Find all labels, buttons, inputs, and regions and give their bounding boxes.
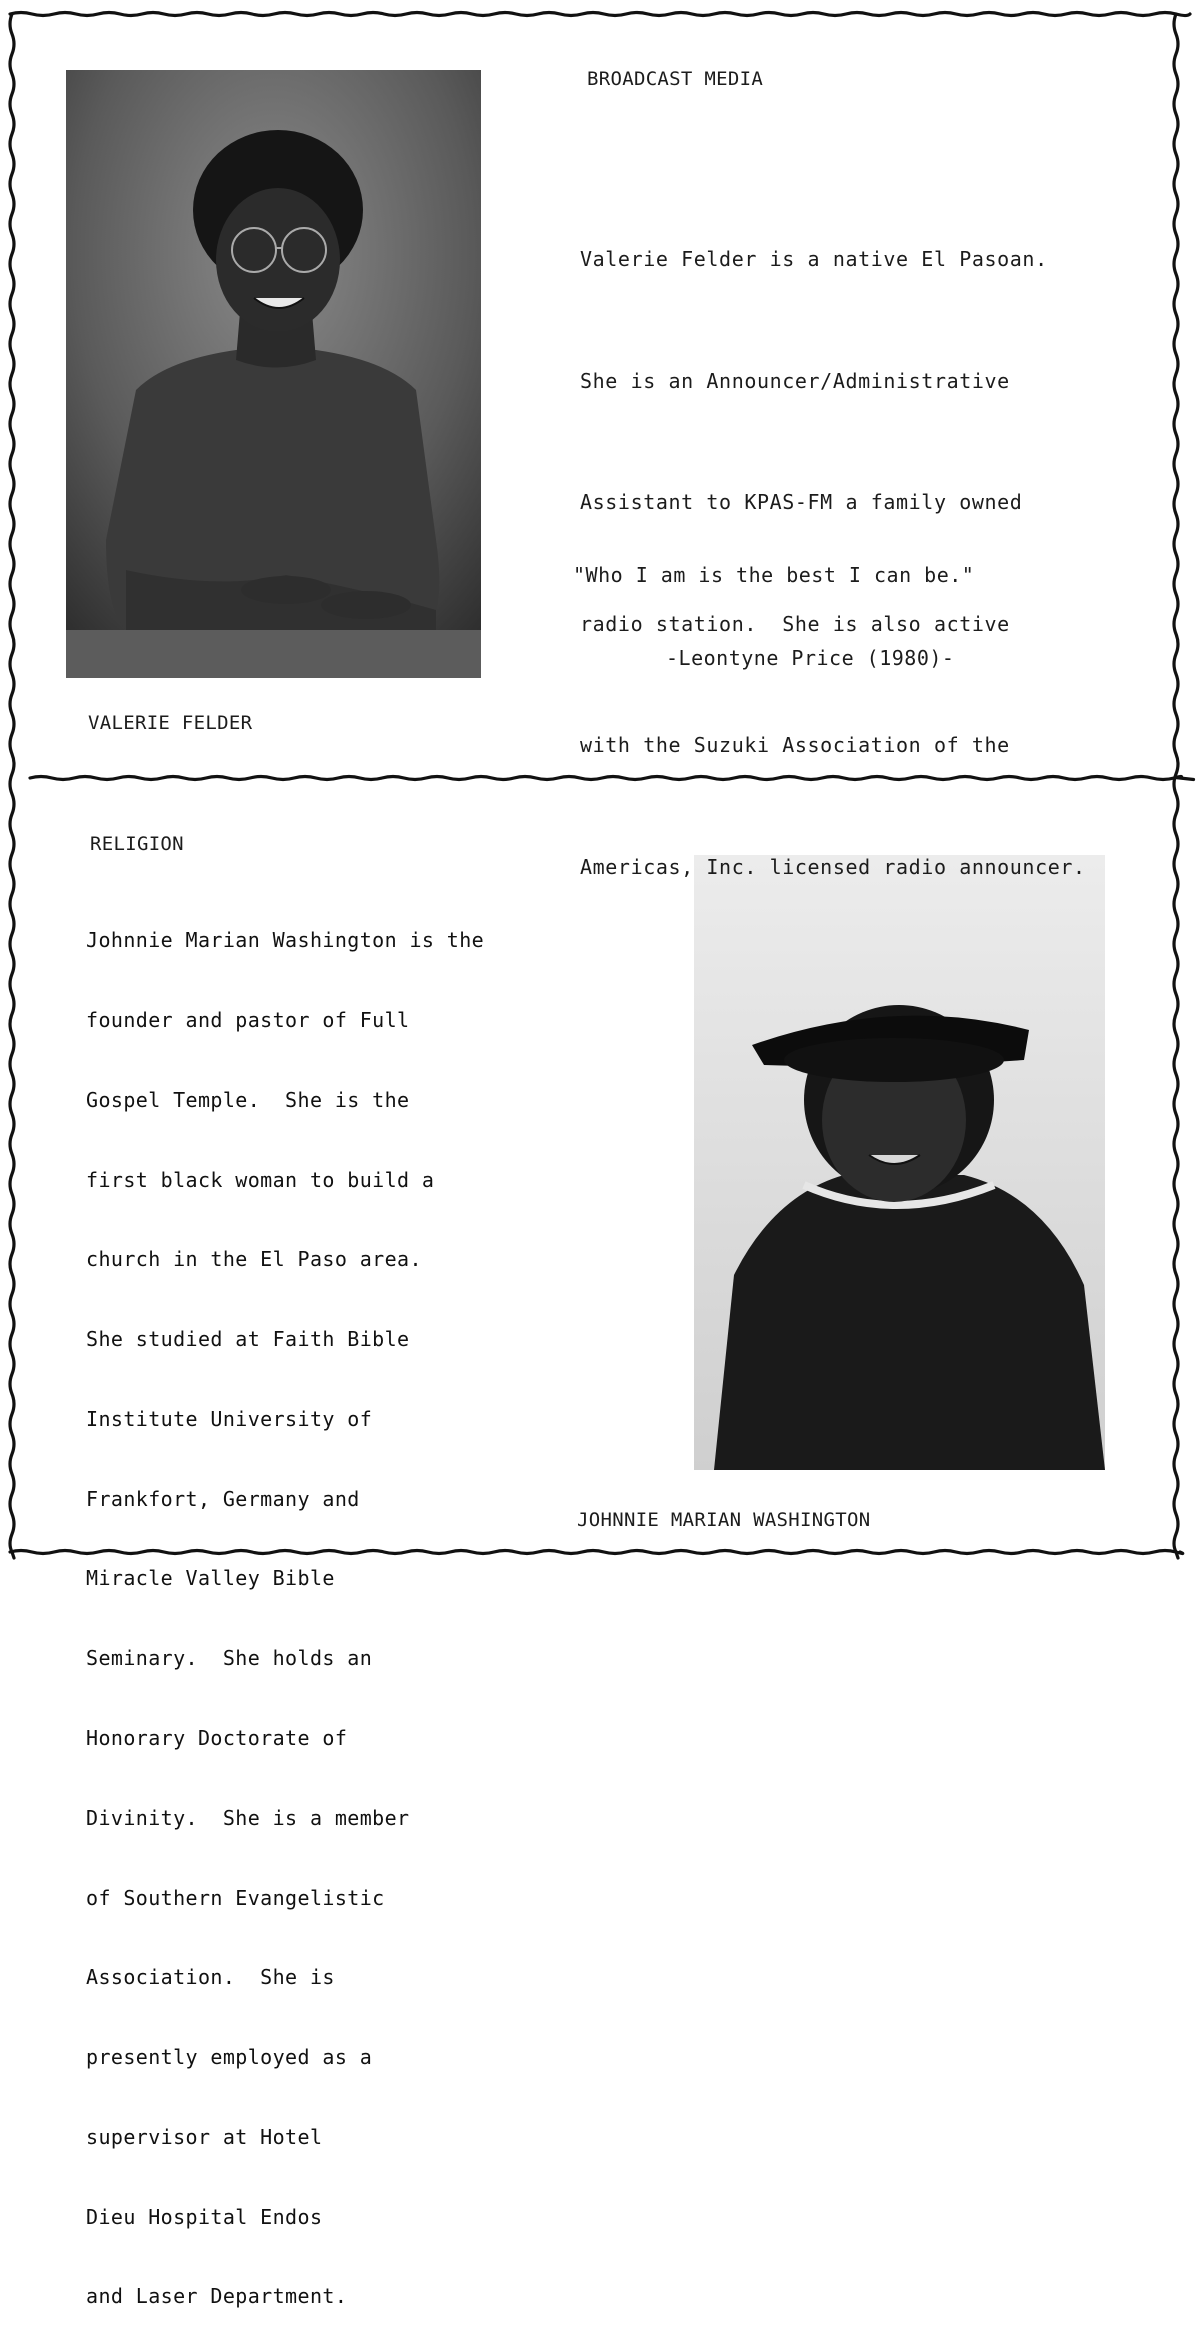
bio-line: Gospel Temple. She is the bbox=[86, 1087, 410, 1112]
quote-attribution: -Leontyne Price (1980)- bbox=[666, 646, 955, 670]
section-heading-religion: RELIGION bbox=[90, 833, 184, 855]
wavy-border-line bbox=[1174, 14, 1178, 1558]
bio-line: church in the El Paso area. bbox=[86, 1247, 422, 1272]
bio-line: Assistant to KPAS-FM a family owned bbox=[580, 490, 1023, 514]
bio-line: Valerie Felder is a native El Pasoan. bbox=[580, 247, 1048, 271]
wavy-border-line bbox=[10, 13, 1190, 16]
bio-line: She is an Announcer/Administrative bbox=[580, 368, 1010, 393]
photo-caption-johnnie-marian-washington: JOHNNIE MARIAN WASHINGTON bbox=[577, 1509, 871, 1531]
bio-line: supervisor at Hotel bbox=[86, 2124, 323, 2149]
photo-caption-valerie-felder: VALERIE FELDER bbox=[88, 712, 253, 734]
bio-line: founder and pastor of Full bbox=[86, 1007, 410, 1032]
bio-line: Dieu Hospital Endos bbox=[86, 2204, 323, 2229]
bio-line: Americas, Inc. licensed radio announcer. bbox=[580, 854, 1086, 879]
bio-line: She studied at Faith Bible bbox=[86, 1327, 410, 1352]
bio-line: with the Suzuki Association of the bbox=[580, 733, 1010, 757]
bio-text-johnnie-marian-washington bbox=[86, 874, 484, 2337]
quote-text: "Who I am is the best I can be." bbox=[573, 563, 975, 587]
bio-line: Frankfort, Germany and bbox=[86, 1486, 360, 1511]
portrait-photo-valerie-felder bbox=[66, 70, 481, 678]
bio-text-valerie-felder bbox=[580, 158, 1086, 928]
bio-line: Miracle Valley Bible bbox=[86, 1566, 335, 1591]
bio-line: radio station. She is also active bbox=[580, 611, 1010, 636]
bio-line: and Laser Department. bbox=[86, 2284, 348, 2309]
bio-line: Association. She is bbox=[86, 1965, 335, 1990]
bio-line: of Southern Evangelistic bbox=[86, 1885, 385, 1910]
bio-line: Institute University of bbox=[86, 1406, 373, 1431]
bio-line: Seminary. She holds an bbox=[86, 1646, 373, 1671]
bio-line: presently employed as a bbox=[86, 2045, 373, 2070]
bio-line: first black woman to build a bbox=[86, 1167, 435, 1192]
wavy-border-line bbox=[10, 14, 14, 1558]
portrait-photo-johnnie-marian-washington bbox=[694, 855, 1105, 1470]
bio-line: Divinity. She is a member bbox=[86, 1805, 410, 1830]
bio-line: Johnnie Marian Washington is the bbox=[86, 928, 485, 953]
section-heading-broadcast-media: BROADCAST MEDIA bbox=[587, 68, 764, 90]
bio-line: Honorary Doctorate of bbox=[86, 1726, 348, 1750]
